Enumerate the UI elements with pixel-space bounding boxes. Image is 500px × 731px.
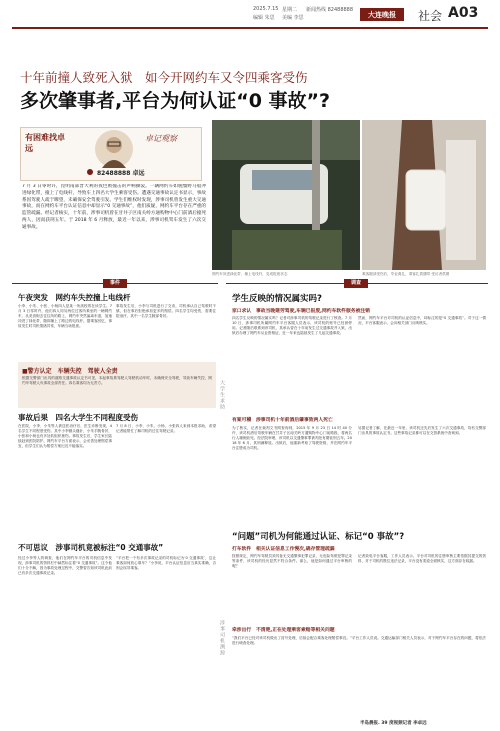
callout-text: 根据交警部门出具的道路交通事故认定书可见，本起事故系驾驶人驾驶机动车时，未确保安全驾驶，导致车辆失控，网约车驾驶人负事故全部责任。四名乘客均为无责方。 [22,376,212,386]
section-name: 社会 [418,9,443,23]
callout-heading: ■警方认定 车辆失控 驾驶人全责 [22,368,118,375]
phone-icon [87,169,93,175]
section-tag-investigation: 调查 [344,279,368,288]
photo-caption-right: 乘客腿部受伤后，毕业典礼，乘客扎着绷带 受访者供图 [362,272,450,276]
left-p4: 7 月 8 日，小李、小朱、小杨、小张四人来到本报求助，希望记者能帮忙了解司机的过往驾驶记录。 [116,424,216,434]
lead-paragraph: 7 月 3 日零时许，昆明南部晋大利的夜色被撞击的声响撕裂。一辆网约车如脱缰野马般冲进绿化带，撞上了电线杆，导致车上四名大学生乘客受伤。遭遇交通事故认定书显示，事故系因驾驶人疏于瞭望，未确保安全驾驶引发。学生们维权时发现，涉事司机曾发生重大交通事故，而在网约车平台认证信息中却显示“0 交通事故”，他们质疑，网约车平台存在严重的监管疏漏。经记者核实，十年前，涉事司机曾在甘井子区南关岭方通购物中心门前酒后撞死两人，因而获刑五年。于 2018 年 6 月释放，最近一年以来，涉事司机驾车发生了六次交通事故。 [22,184,206,230]
logo: 大连晚报 [360,8,404,21]
header-hotline: 新闻热线 82488888 [306,7,354,13]
right-p1: 四名学生反映的情况属实吗？记者对涉事司机的驾驶记录进行了核查。7 月 10 日，涉事司机所属网约车平台客服人员表示，该司机的账号已经被停用。记者随后联系到该司机，其承认曾在十年前发生过交通事故并入狱，出狱后办理了网约车从业资格证，近一年来也陆续发生了几起交通事故。 [232,316,352,336]
left-h1: 午夜突发 网约车失控撞上电线杆 [18,293,131,302]
header-weekday: 星期二 [282,7,298,13]
left-h3: 不可思议 涉事司机竟被标注“0 交通事故” [18,543,164,552]
reporter-box [20,127,202,181]
vertical-label-bottom: 涉事司机溯源 [219,620,225,656]
header-editor: 编辑 朱思 [253,15,275,21]
byline: 半岛晨报. 39 度视频记者 李卓远 [360,721,427,726]
left-p3: 在医院，小李、小朱等人被送医治疗后，医生诊断发现，4 名学生不同程度受伤。其中小李额头缝针，小朱手腕骨折，小张和小杨也有多处软组织挫伤。事故发生后，学生家长陆续赶到医院陪护。网约车平台方面表示，会妥善处理赔偿事宜，但学生们认为赔偿方案迟迟不能落实。 [18,424,112,449]
right-sub2: 有案可稽 涉事司机十年前酒后肇事致两人死亡 [232,418,333,423]
main-headline: 多次肇事者,平台为何认证“0 事故”? [20,90,331,112]
header-rule [12,27,488,29]
right-sub3: 打车软件 相关认证信息工作慢次,确存管理疏漏 [232,547,335,552]
right-p6: 记者致电平台客服，工作人员表示，平台对司机的注册审核主要依据其提交的资料，对于司机的既往违法记录，平台没有渠道全面核实，这方面存在疏漏。 [358,554,486,564]
crash-photo [212,120,360,270]
left-p2: 事故发生后，小李与司机进行了交谈，司机承认自己驾驶时不慎，但在事后拒绝承担更多的赔偿。四名学生均受伤，需要住院治疗，其中一名学生腿部骨折。 [116,304,216,319]
tag-right: 卓记观察 [145,134,177,143]
tag-left: 有困难找卓远 [25,133,65,153]
vertical-label-top: 大学生求助 [219,380,225,410]
left-p5: 经过小李等人的调查，他们在网约车平台的司机信息中发现，涉事司机的资料栏中赫然标注着“0 交通事故”。这令他们十分不解，因为事故处理过程中，交警曾告知该司机此前已有多次交通事故记录。 [18,556,112,576]
right-p7: “我们平台已经对该司机做出了封号处理，后续会配合乘客处理赔偿事宜。”平台工作人员说。交通运输部门相关人员表示，对于网约车平台存在的问题，将依法进行调查处理。 [232,636,486,646]
reporter-hotline: 82488888 卓远 [97,170,145,177]
right-sub1: 家口求认 事故当晚建劳驾驶,车辆已报废,网约车软件服务被注销 [232,309,370,314]
right-p5: 按照规定，网约车驾驶员须具备无交通肇事犯罪记录、无危险驾驶犯罪记录等条件，该司机的经历显然不符合条件。那么，他是如何通过平台审核的呢？ [232,554,352,569]
header-designer: 美编 李思 [282,15,304,21]
header-date: 2025.7.15 [253,6,279,12]
right-p3: 另据记者了解，在最近一年里，该司机还先后发生了六次交通事故，均有交警部门出具的事故认定书。这些事故记录都可以在交管系统中查询到。 [358,426,486,436]
header-bar [0,0,500,44]
reporter-avatar [95,130,133,168]
page-number: A03 [448,5,479,21]
right-h1: 学生反映的情况属实吗? [232,294,322,304]
left-h2: 事故后果 四名大学生不同程度受伤 [18,413,138,422]
right-p4: 然而，网约车平台对司机的认证信息中，却标注的是“0 交通事故”。对于这一情况，平台客服表示，会向相关部门反映核实。 [358,316,486,326]
kicker-headline: 十年前撞人致死入狱 如今开网约车又令四乘客受伤 [20,70,308,85]
injury-photo [362,120,486,270]
right-sub4: 牵涉出行 不清楚,正在处理乘客索赔等相关问题 [232,628,335,633]
left-p1: 小李、小朱、小张、小杨四人是某一所高校的在读学生。7 月 3 日零时许，他们四人同另两位过客所乘坐的一辆网约车，从美食街去往住所的路上，网约车突然偏离车道，加速冲进了绿化带，随即撞上了路边的电线杆。据乘客回忆，事故发生时司机情绪异常，车辆当场报废。 [18,304,112,329]
photo-caption-left: 网约车冲进绿化带，撞上电线杆，变成报废状态 [212,272,288,276]
right-h2: “问题”司机为何能通过认证、标记“0 事故”? [232,532,405,542]
right-p2: 为了核实，记者在裁判文书网查询到，2015 年 9 月 23 日 14 时 40 分许，该司机酒后驾驶车辆在甘井子区南关岭方通购物中心门前路段，将两名行人撞倒致死。经法院审理，该司机以交通肇事罪被判处有期徒刑五年。2018 年 6 月，其刑满释放。出狱后，他重新考取了驾驶资格，并在网约车平台注册成为司机。 [232,426,352,451]
left-p6: “平台把一个有多次事故记录的司机标记为‘0 交通事故’，这让乘客如何放心乘车？”小李说，平台认证信息应当真实准确，否则会误导乘客。 [116,556,216,571]
section-tag-event: 事件 [103,279,127,288]
